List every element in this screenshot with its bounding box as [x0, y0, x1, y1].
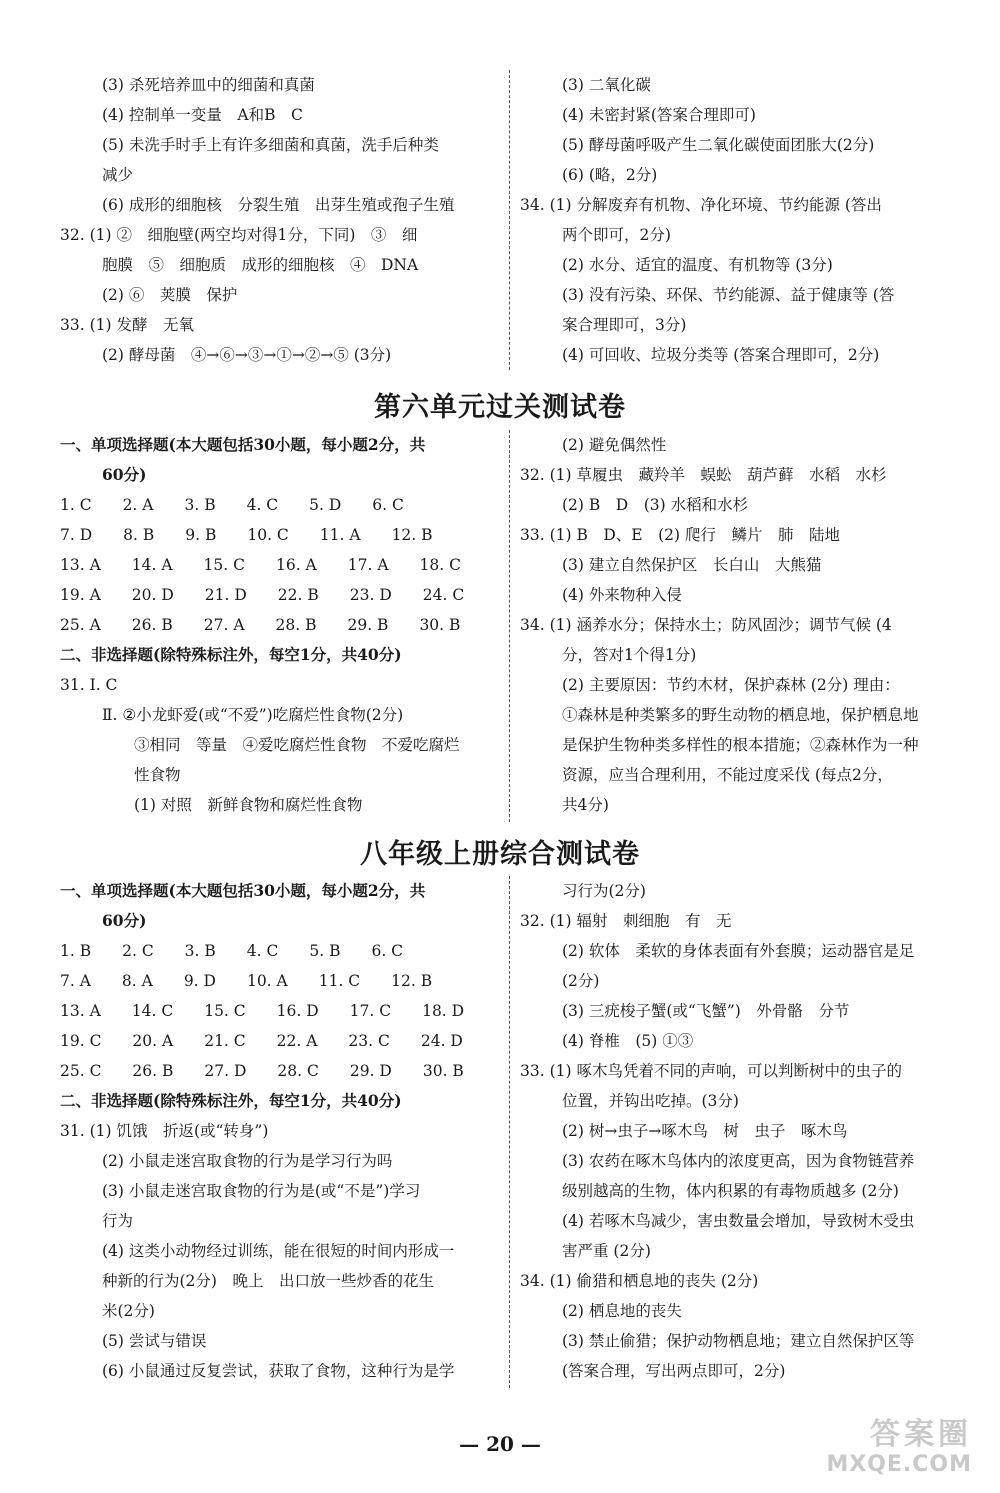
mcq-row: 19. C 20. A 21. C 22. A 23. C 24. D [60, 1032, 463, 1050]
mcq-row: 7. D 8. B 9. B 10. C 11. A 12. B [60, 526, 433, 544]
answer-line: 34. (1) 分解废弃有机物、净化环境、节约能源 (答出 [520, 196, 882, 214]
answer-line: 资源，应当合理利用，不能过度采伐 (每点2分， [562, 766, 893, 784]
mcq-row: 7. A 8. A 9. D 10. A 11. C 12. B [60, 972, 433, 990]
answer-line: 胞膜 ⑤ 细胞质 成形的细胞核 ④ DNA [102, 256, 419, 274]
answer-line: (5) 未洗手时手上有许多细菌和真菌，洗手后种类 [102, 136, 439, 154]
answer-line: 减少 [102, 166, 134, 184]
answer-line: 分，答对1个得1分) [562, 646, 697, 664]
answer-line: 米(2分) [102, 1302, 155, 1320]
answer-line: ③相同 等量 ④爱吃腐烂性食物 不爱吃腐烂 [134, 736, 460, 754]
column-divider [509, 876, 510, 1388]
answer-line: (3) 建立自然保护区 长白山 大熊猫 [562, 556, 822, 574]
answer-line: 位置，并钩出吃掉。(3分) [562, 1092, 739, 1110]
mcq-row: 25. A 26. B 27. A 28. B 29. B 30. B [60, 616, 461, 634]
answer-line: (3) 小鼠走迷宫取食物的行为是(或“不是”)学习 [102, 1182, 421, 1200]
answer-line: (4) 可回收、垃圾分类等 (答案合理即可，2分) [562, 346, 880, 364]
answer-line: 34. (1) 涵养水分；保持水土；防风固沙；调节气候 (4 [520, 616, 892, 634]
answer-line: (2) B D (3) 水稻和水杉 [562, 496, 749, 514]
answer-line: (2) 避免偶然性 [562, 436, 667, 454]
mcq-row: 13. A 14. A 15. C 16. A 17. A 18. C [60, 556, 461, 574]
answer-line: (6) (略，2分) [562, 166, 658, 184]
section-heading-cont: 60分) [102, 911, 147, 930]
answer-line: 32. (1) 辐射 刺细胞 有 无 [520, 912, 732, 930]
answer-line: (5) 酵母菌呼吸产生二氧化碳使面团胀大(2分) [562, 136, 875, 154]
answer-line: 31. (1) 饥饿 折返(或“转身”) [60, 1122, 269, 1140]
answer-line: (3) 没有污染、环保、节约能源、益于健康等 (答 [562, 286, 895, 304]
answer-line: (6) 成形的细胞核 分裂生殖 出芽生殖或孢子生殖 [102, 196, 455, 214]
section-heading-cont: 60分) [102, 465, 147, 484]
left-column [60, 70, 500, 370]
answer-line: (3) 二氧化碳 [562, 76, 651, 94]
answer-line: (4) 未密封紧(答案合理即可) [562, 106, 756, 124]
answer-line: (4) 脊椎 (5) ①③ [562, 1032, 694, 1050]
answer-line: 种新的行为(2分) 晚上 出口放一些炒香的花生 [102, 1272, 434, 1290]
answer-line: 32. (1) ② 细胞壁(两空均对得1分，下同) ③ 细 [60, 226, 418, 244]
watermark-logo [772, 1418, 972, 1488]
grade8-answers-band [60, 876, 960, 1388]
answer-line: (4) 若啄木鸟减少，害虫数量会增加，导致树木受虫 [562, 1212, 915, 1230]
answer-line: ①森林是种类繁多的野生动物的栖息地，保护栖息地 [562, 706, 919, 724]
answer-line: Ⅱ. ②小龙虾爱(或“不爱”)吃腐烂性食物(2分) [102, 706, 404, 724]
answer-line: (1) 对照 新鲜食物和腐烂性食物 [134, 796, 363, 814]
watermark-url: MXQE.COM [826, 1452, 972, 1477]
watermark-logo-text: 答案圈 [870, 1417, 972, 1452]
answer-line: (2) 栖息地的丧失 [562, 1302, 682, 1320]
answer-line: 32. (1) 草履虫 藏羚羊 蜈蚣 葫芦藓 水稻 水杉 [520, 466, 887, 484]
answer-line: 33. (1) 发酵 无氧 [60, 316, 194, 334]
section-title-grade8: 八年级上册综合测试卷 [360, 839, 640, 870]
answer-line: 两个即可，2分) [562, 226, 671, 244]
answer-line: (3) 禁止偷猎；保护动物栖息地；建立自然保护区等 [562, 1332, 915, 1350]
answer-line: 级别越高的生物，体内积累的有毒物质越多 (2分) [562, 1182, 899, 1200]
section-heading: 一、单项选择题(本大题包括30小题，每小题2分，共 [60, 881, 426, 900]
answer-line: (3) 农药在啄木鸟体内的浓度更高，因为食物链营养 [562, 1152, 915, 1170]
answer-line: 性食物 [134, 766, 181, 784]
answer-line: 习行为(2分) [562, 882, 646, 900]
answer-line: (6) 小鼠通过反复尝试，获取了食物，这种行为是学 [102, 1362, 455, 1380]
answer-line: (4) 控制单一变量 A和B C [102, 106, 303, 124]
mcq-row: 1. C 2. A 3. B 4. C 5. D 6. C [60, 496, 404, 514]
answer-line: (答案合理，写出两点即可，2分) [562, 1362, 786, 1380]
answer-line: 33. (1) B D、E (2) 爬行 鳞片 肺 陆地 [520, 526, 840, 544]
answer-line: (2) 水分、适宜的温度、有机物等 (3分) [562, 256, 833, 274]
right-column [520, 70, 960, 370]
answer-line: (4) 外来物种入侵 [562, 586, 682, 604]
answer-line: 共4分) [562, 796, 609, 814]
answer-line: 31. Ⅰ. C [60, 676, 118, 694]
right-column [520, 430, 960, 820]
unit6-answers-band [60, 430, 960, 822]
section-heading: 二、非选择题(除特殊标注外，每空1分，共40分) [60, 1091, 402, 1110]
answer-line: (2) ⑥ 荚膜 保护 [102, 286, 238, 304]
mcq-row: 1. B 2. C 3. B 4. C 5. B 6. C [60, 942, 404, 960]
answer-line: (2) 小鼠走迷宫取食物的行为是学习行为吗 [102, 1152, 393, 1170]
right-column [520, 876, 960, 1386]
answer-line: (2) 树→虫子→啄木鸟 树 虫子 啄木鸟 [562, 1122, 848, 1140]
answer-line: 行为 [102, 1212, 134, 1230]
answer-line: (2) 主要原因：节约木材，保护森林 (2分) 理由： [562, 676, 900, 694]
left-column [60, 430, 500, 820]
section-title-unit6: 第六单元过关测试卷 [374, 392, 626, 423]
answer-line: (4) 这类小动物经过训练，能在很短的时间内形成一 [102, 1242, 455, 1260]
answer-line: 33. (1) 啄木鸟凭着不同的声响，可以判断树中的虫子的 [520, 1062, 902, 1080]
answer-line: 34. (1) 偷猎和栖息地的丧失 (2分) [520, 1272, 759, 1290]
continued-answers-band [60, 70, 960, 370]
page-number: — 20 — [459, 1432, 541, 1456]
answer-line: 案合理即可，3分) [562, 316, 687, 334]
mcq-row: 19. A 20. D 21. D 22. B 23. D 24. C [60, 586, 465, 604]
left-column [60, 876, 500, 1386]
column-divider [509, 430, 510, 822]
mcq-row: 25. C 26. B 27. D 28. C 29. D 30. B [60, 1062, 464, 1080]
answer-line: (5) 尝试与错误 [102, 1332, 207, 1350]
section-heading: 一、单项选择题(本大题包括30小题，每小题2分，共 [60, 435, 426, 454]
section-heading: 二、非选择题(除特殊标注外，每空1分，共40分) [60, 645, 402, 664]
answer-line: (2) 软体 柔软的身体表面有外套膜；运动器官是足 [562, 942, 915, 960]
answer-line: (2) 酵母菌 ④→⑥→③→①→②→⑤ (3分) [102, 346, 392, 364]
answer-line: (3) 杀死培养皿中的细菌和真菌 [102, 76, 315, 94]
answer-line: (2分) [562, 972, 600, 990]
answer-line: 是保护生物种类多样性的根本措施；②森林作为一种 [562, 736, 919, 754]
answer-line: (3) 三疣梭子蟹(或“飞蟹”) 外骨骼 分节 [562, 1002, 850, 1020]
mcq-row: 13. A 14. C 15. C 16. D 17. C 18. D [60, 1002, 465, 1020]
column-divider [509, 70, 510, 370]
answer-line: 害严重 (2分) [562, 1242, 651, 1260]
